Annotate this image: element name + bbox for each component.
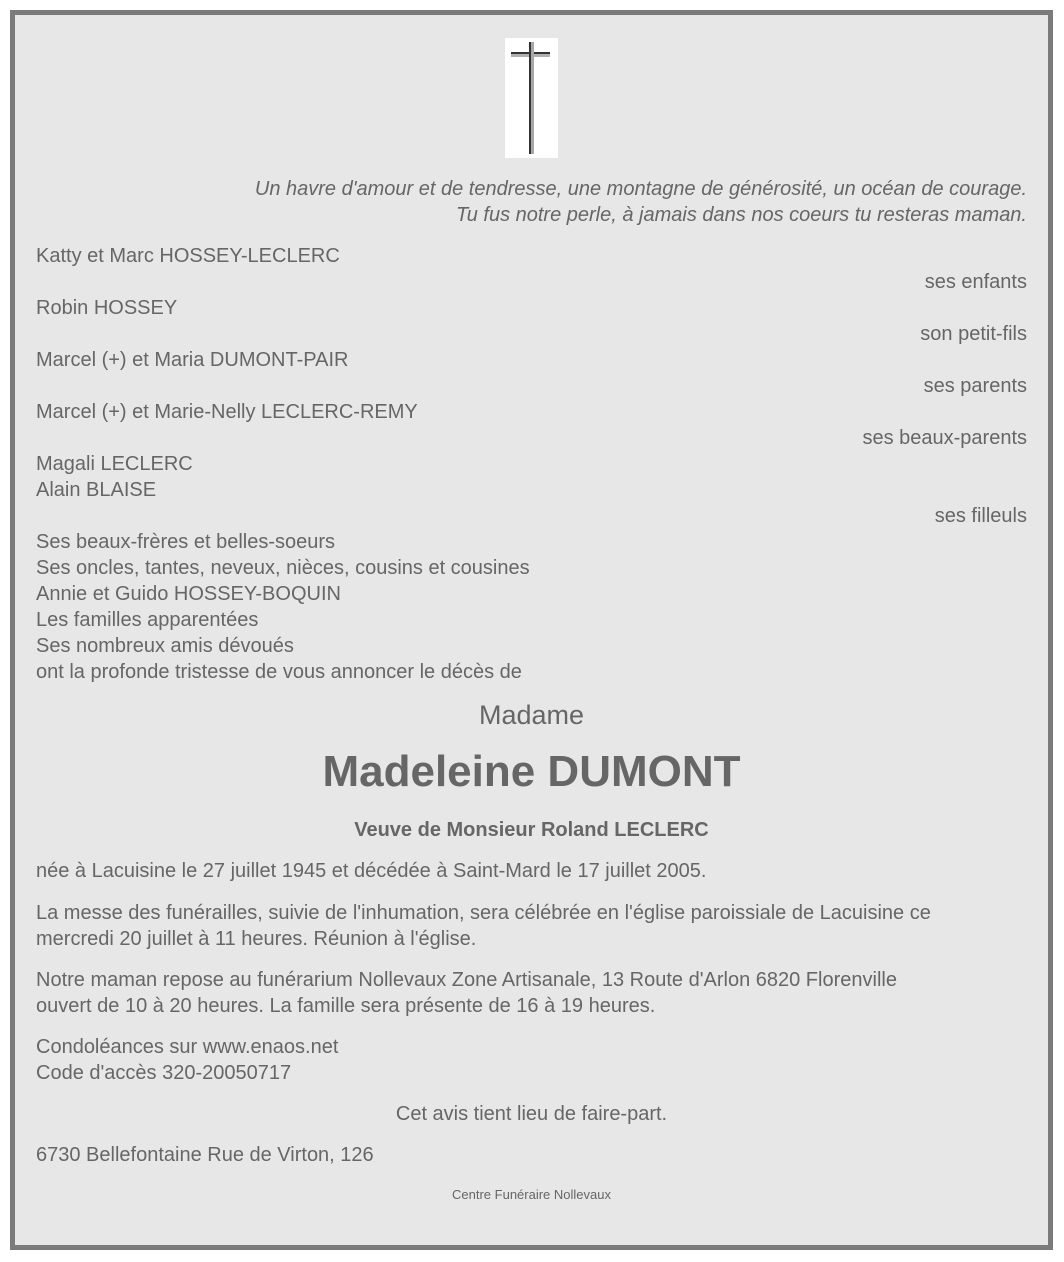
family-name-grandson: Robin HOSSEY — [36, 297, 178, 319]
cross-icon — [505, 38, 558, 158]
family-relation-parents: ses parents — [923, 375, 1027, 397]
deceased-subtitle: Veuve de Monsieur Roland LECLERC — [354, 819, 709, 841]
other-relatives-line: Ses beaux-frères et belles-soeurs — [36, 531, 336, 553]
family-relation-in-laws: ses beaux-parents — [862, 427, 1027, 449]
family-relation-children: ses enfants — [924, 271, 1027, 293]
family-name-parents: Marcel (+) et Maria DUMONT-PAIR — [36, 349, 349, 371]
funeral-mass-line-1: La messe des funérailles, suivie de l'inhumation, sera célébrée en l'église paroissiale de Lacuisine ce — [36, 902, 931, 924]
funeral-home-line-1: Notre maman repose au funérarium Nollevaux Zone Artisanale, 13 Route d'Arlon 6820 Florenville — [36, 969, 897, 991]
other-relatives-line: Annie et Guido HOSSEY-BOQUIN — [36, 583, 341, 605]
birth-death-line: née à Lacuisine le 27 juillet 1945 et décédée à Saint-Mard le 17 juillet 2005. — [36, 860, 707, 882]
deceased-title: Madame — [478, 700, 585, 730]
family-name-children: Katty et Marc HOSSEY-LECLERC — [36, 245, 340, 267]
announcement-line: ont la profonde tristesse de vous annoncer le décès de — [36, 661, 522, 683]
family-name-godchild-2: Alain BLAISE — [36, 479, 157, 501]
access-code-line: Code d'accès 320-20050717 — [36, 1062, 292, 1084]
notice-line: Cet avis tient lieu de faire-part. — [395, 1103, 668, 1125]
obituary-card — [10, 10, 1053, 1250]
other-relatives-line: Ses nombreux amis dévoués — [36, 635, 294, 657]
family-name-godchild-1: Magali LECLERC — [36, 453, 193, 475]
funeral-home-line-2: ouvert de 10 à 20 heures. La famille sera présente de 16 à 19 heures. — [36, 995, 656, 1017]
condolences-line: Condoléances sur www.enaos.net — [36, 1036, 339, 1058]
deceased-name: Madeleine DUMONT — [322, 747, 741, 796]
address-line: 6730 Bellefontaine Rue de Virton, 126 — [36, 1144, 374, 1166]
funeral-mass-line-2: mercredi 20 juillet à 11 heures. Réunion à l'église. — [36, 928, 477, 950]
quote-line-1: Un havre d'amour et de tendresse, une montagne de générosité, un océan de courage. — [254, 178, 1027, 200]
other-relatives-line: Ses oncles, tantes, neveux, nièces, cousins et cousines — [36, 557, 530, 579]
family-relation-godchildren: ses filleuls — [934, 505, 1027, 527]
other-relatives-line: Les familles apparentées — [36, 609, 259, 631]
family-relation-grandson: son petit-fils — [920, 323, 1027, 345]
family-name-in-laws: Marcel (+) et Marie-Nelly LECLERC-REMY — [36, 401, 418, 423]
quote-line-2: Tu fus notre perle, à jamais dans nos coeurs tu resteras maman. — [455, 204, 1027, 226]
cross-image — [505, 38, 558, 158]
footer-credit: Centre Funéraire Nollevaux — [452, 1187, 611, 1202]
